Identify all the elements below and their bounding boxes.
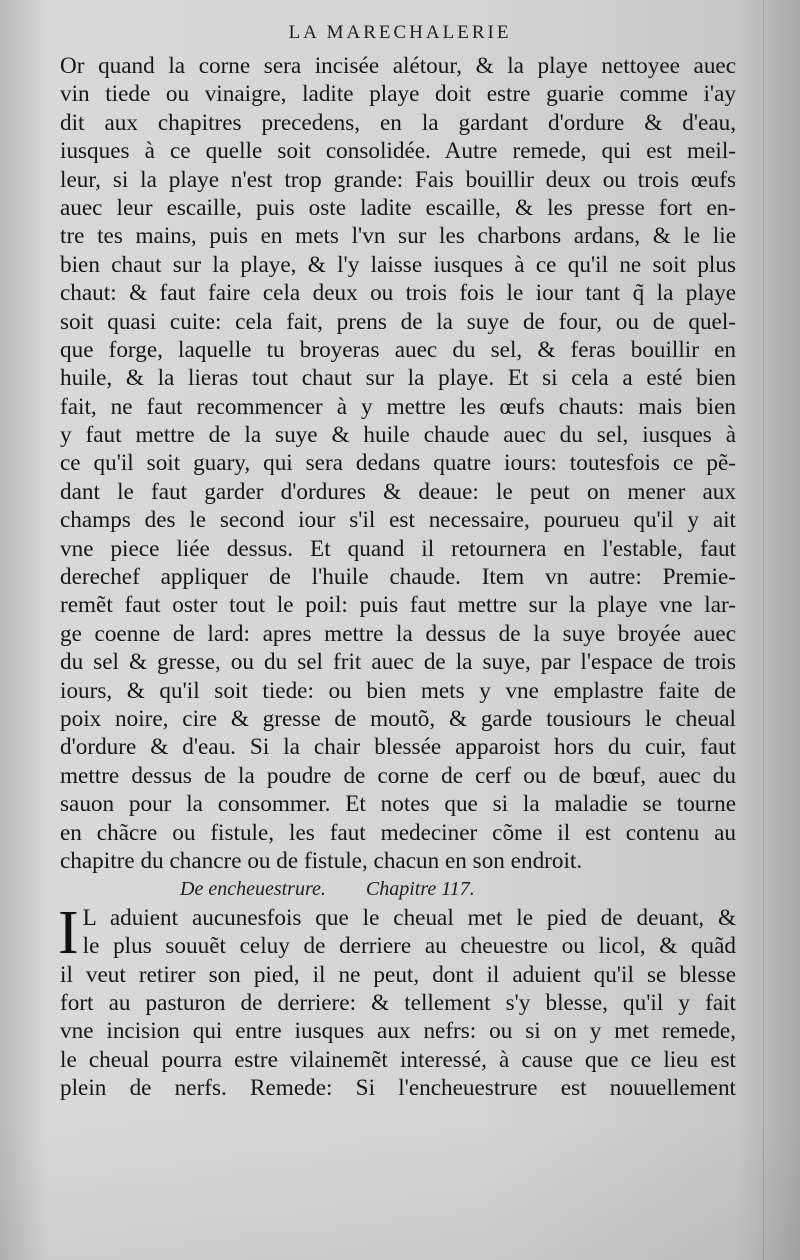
text-line: que forge, laquelle tu broyeras auec du sel, & feras bouillir en [60, 336, 736, 363]
text-line: du sel & gresse, ou du sel frit auec de la suye, par l'espace de trois [60, 649, 736, 676]
chapter-heading [60, 875, 736, 903]
text-line: auec leur escaille, puis oste ladite escaille, & les presse fort en- [60, 194, 736, 221]
text-line: derechef appliquer de l'huile chaude. Item vn autre: Premie- [60, 564, 736, 591]
text-line: il veut retirer son pied, il ne peut, dont il aduient qu'il se blesse [60, 961, 736, 988]
text-line: iusques à ce quelle soit consolidée. Autre remede, qui est meil- [60, 138, 736, 165]
text-line: sauon pour la consommer. Et notes que si la maladie se tourne [60, 791, 736, 818]
text-line: dit aux chapitres precedens, en la gardant d'ordure & d'eau, [60, 109, 736, 136]
text-line: mettre dessus de la poudre de corne de cerf ou de bœuf, auec du [60, 762, 736, 789]
text-line: d'ordure & d'eau. Si la chair blessée apparoist hors du cuir, faut [60, 734, 736, 761]
text-line: plein de nerfs. Remede: Si l'encheuestrure est nouuellement [60, 1075, 736, 1102]
text-line: leur, si la playe n'est trop grande: Fais bouillir deux ou trois œufs [60, 166, 736, 193]
text-line: Or quand la corne sera incisée alétour, & la playe nettoyee auec [60, 53, 736, 79]
text-line: poix noire, cire & gresse de moutõ, & garde tousiours le cheual [60, 705, 736, 732]
text-line: ce qu'il soit guary, qui sera dedans quatre iours: toutesfois ce pẽ- [60, 450, 736, 477]
text-line: le plus souuẽt celuy de derriere au cheuestre ou licol, & quãd [82, 933, 736, 960]
text-line: fort au pasturon de derriere: & tellement s'y blesse, qu'il y fait [60, 989, 736, 1016]
text-line: tre tes mains, puis en mets l'vn sur les charbons ardans, & le lie [60, 223, 736, 250]
paragraph-2 [58, 898, 736, 1103]
page-edge-shadow [763, 0, 764, 1260]
text-line: remẽt faut oster tout le poil: puis faut mettre sur la playe vne lar- [60, 592, 736, 619]
text-line: champs des le second iour s'il est necessaire, pourueu qu'il y ait [60, 507, 736, 534]
text-line: L aduient aucunesfois que le cheual met le pied de deuant, & [82, 904, 736, 931]
chapter-title: De encheuestrure. [180, 878, 326, 901]
text-line: y faut mettre de la suye & huile chaude auec du sel, iusques à [60, 422, 736, 449]
text-line: bien chaut sur la playe, & l'y laisse iusques à ce qu'il ne soit plus [60, 251, 736, 278]
text-line: chapitre du chancre ou de fistule, chacun en son endroit. [60, 847, 583, 874]
text-line: en chãcre ou fistule, les faut medeciner cõme il est contenu au [60, 819, 736, 846]
text-line: le cheual pourra estre vilainemẽt interessé, à cause que ce lieu est [60, 1046, 736, 1073]
paragraph-1 [60, 52, 736, 875]
text-line: vne piece liée dessus. Et quand il retournera en l'estable, faut [60, 535, 736, 562]
text-line: fait, ne faut recommencer à y mettre les œufs chauts: mais bien [60, 393, 736, 420]
text-line: ge coenne de lard: apres mettre la dessus de la suye broyée auec [60, 620, 736, 647]
text-line: soit quasi cuite: cela fait, prens de la suye de four, ou de quel- [60, 308, 736, 335]
body-text [60, 52, 736, 1102]
running-head: LA MARECHALERIE [288, 22, 512, 43]
drop-cap: I [58, 898, 79, 967]
chapter-label: Chapitre 117. [365, 878, 475, 901]
text-line: huile, & la lieras tout chaut sur la playe. Et si cela a esté bien [60, 365, 736, 392]
text-line: dant le faut garder d'ordures & deaue: le peut on mener aux [60, 478, 736, 505]
text-line: vne incision qui entre iusques aux nefrs: ou si on y met remede, [60, 1018, 736, 1045]
text-line: vin tiede ou vinaigre, ladite playe doit estre guarie comme i'ay [60, 81, 736, 108]
text-line: chaut: & faut faire cela deux ou trois fois le iour tant q̃ la playe [60, 280, 736, 307]
text-line: iours, & qu'il soit tiede: ou bien mets y vne emplastre faite de [60, 677, 736, 704]
